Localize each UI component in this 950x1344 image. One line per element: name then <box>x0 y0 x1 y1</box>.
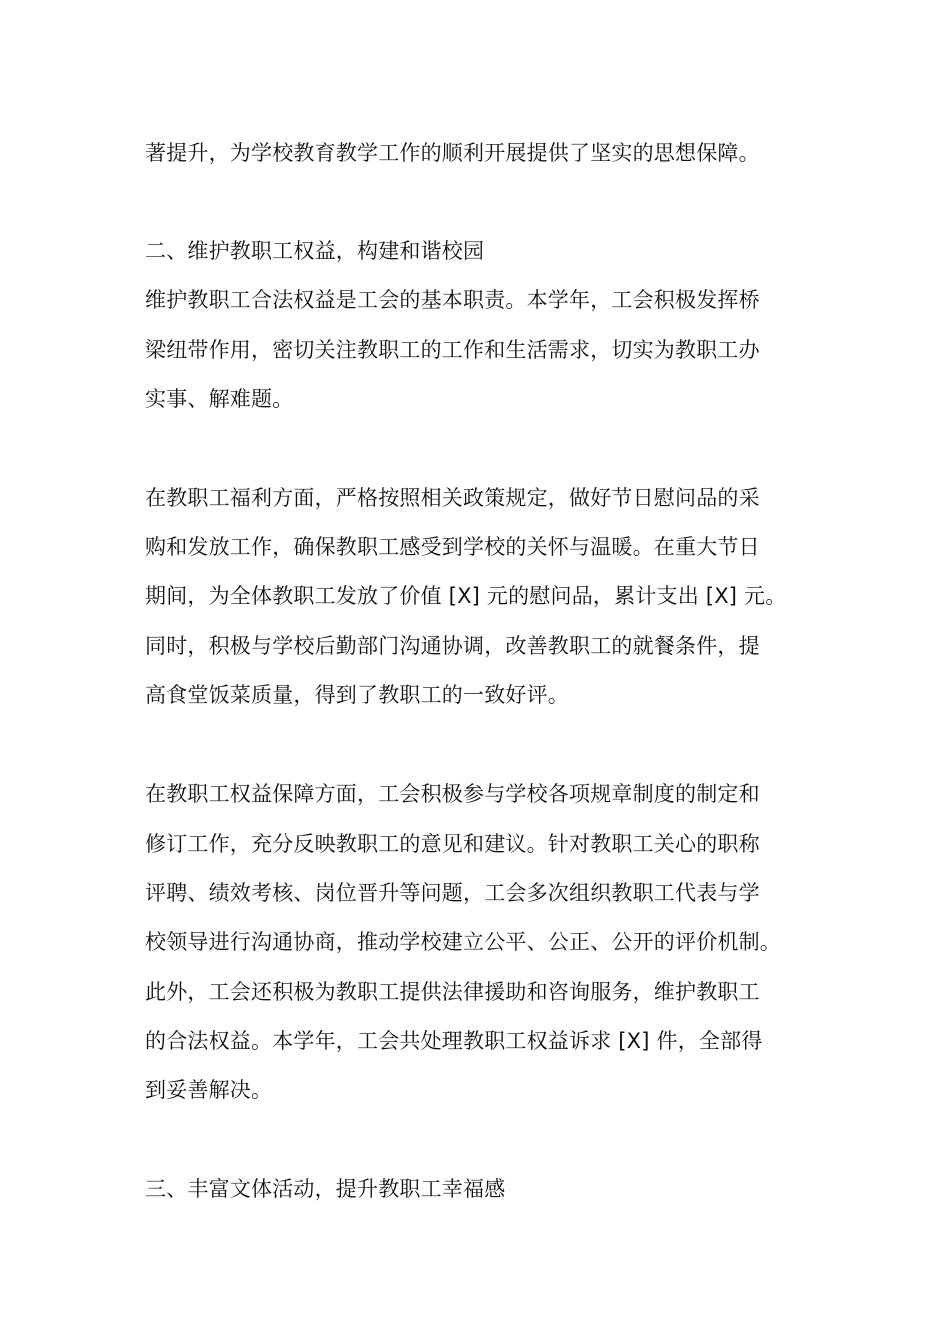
section-heading: 二、维护教职工权益，构建和谐校园 <box>145 239 485 263</box>
paragraph-line: 著提升，为学校教育教学工作的顺利开展提供了坚实的思想保障。 <box>145 141 760 165</box>
paragraph-line: 在教职工权益保障方面，工会积极参与学校各项规章制度的制定和 <box>145 782 760 806</box>
paragraph-line: 此外，工会还积极为教职工提供法律援助和咨询服务，维护教职工 <box>145 980 760 1004</box>
paragraph-line: 的合法权益。本学年，工会共处理教职工权益诉求 [X] 件，全部得 <box>145 1029 763 1053</box>
paragraph-line: 梁纽带作用，密切关注教职工的工作和生活需求，切实为教职工办 <box>145 338 760 362</box>
paragraph-line: 评聘、绩效考核、岗位晋升等问题，工会多次组织教职工代表与学 <box>145 881 760 905</box>
paragraph-line: 在教职工福利方面，严格按照相关政策规定，做好节日慰问品的采 <box>145 486 760 510</box>
paragraph-line: 校领导进行沟通协商，推动学校建立公平、公正、公开的评价机制。 <box>145 930 781 954</box>
section-heading: 三、丰富文体活动，提升教职工幸福感 <box>145 1177 506 1201</box>
paragraph-line: 维护教职工合法权益是工会的基本职责。本学年，工会积极发挥桥 <box>145 288 760 312</box>
paragraph-line: 修订工作，充分反映教职工的意见和建议。针对教职工关心的职称 <box>145 832 760 856</box>
paragraph-line: 到妥善解决。 <box>145 1078 273 1102</box>
paragraph-line: 同时，积极与学校后勤部门沟通协调，改善教职工的就餐条件，提 <box>145 634 760 658</box>
paragraph-line: 实事、解难题。 <box>145 387 294 411</box>
paragraph-line: 高食堂饭菜质量，得到了教职工的一致好评。 <box>145 683 569 707</box>
paragraph-line: 期间，为全体教职工发放了价值 [X] 元的慰问品，累计支出 [X] 元。 <box>145 584 787 608</box>
paragraph-line: 购和发放工作，确保教职工感受到学校的关怀与温暖。在重大节日 <box>145 535 760 559</box>
